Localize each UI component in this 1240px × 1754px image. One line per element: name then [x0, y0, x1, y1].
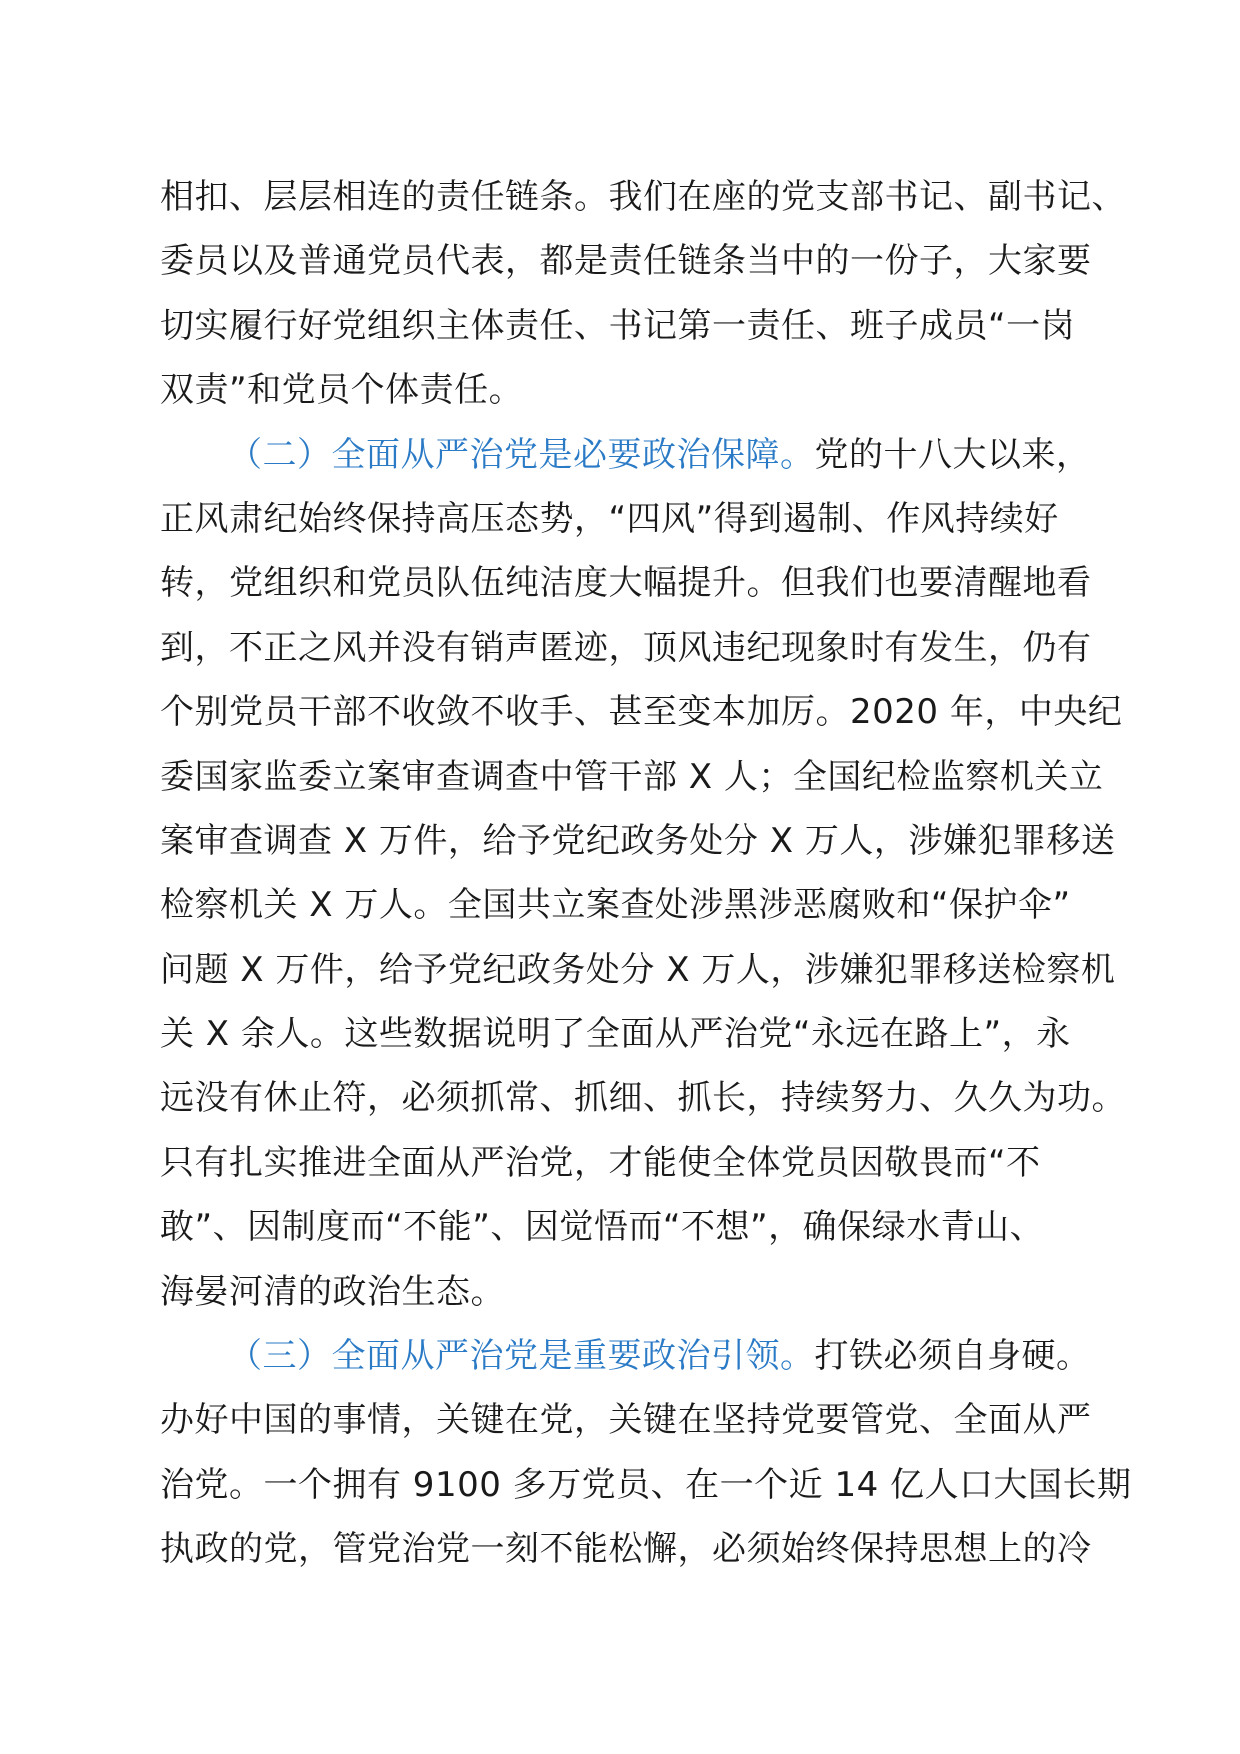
section-heading-3: （三）全面从严治党是重要政治引领。: [228, 1336, 815, 1377]
text-line: 到，不正之风并没有销声匿迹，顶风违纪现象时有发生，仍有: [160, 627, 1092, 668]
text-line: 远没有休止符，必须抓常、抓细、抓长，持续努力、久久为功。: [160, 1078, 1126, 1119]
text-line: 委员以及普通党员代表，都是责任链条当中的一份子，大家要: [160, 241, 1092, 282]
section-heading-2: （二）全面从严治党是必要政治保障。: [228, 434, 815, 475]
section-first-line: [160, 1324, 1100, 1388]
text-line: 治党。一个拥有 9100 多万党员、在一个近 14 亿人口大国长期: [160, 1464, 1132, 1505]
text-line: 海晏河清的政治生态。: [160, 1271, 505, 1312]
section-first-line: [160, 423, 1100, 487]
text-line: 问题 X 万件，给予党纪政务处分 X 万人，涉嫌犯罪移送检察机: [160, 949, 1116, 990]
text-line: 执政的党，管党治党一刻不能松懈，必须始终保持思想上的冷: [160, 1529, 1092, 1570]
text-line: 检察机关 X 万人。全国共立案查处涉黑涉恶腐败和“保护伞”: [160, 885, 1071, 926]
text-line: 关 X 余人。这些数据说明了全面从严治党“永远在路上”，永: [160, 1014, 1071, 1055]
text-line: 双责”和党员个体责任。: [160, 370, 524, 411]
text-line: 敢”、因制度而“不能”、因觉悟而“不想”，确保绿水青山、: [160, 1207, 1045, 1248]
text-line: 转，党组织和党员队伍纯洁度大幅提升。但我们也要清醒地看: [160, 563, 1092, 604]
body-text: [160, 165, 1132, 1582]
text-line: 办好中国的事情，关键在党，关键在坚持党要管党、全面从严: [160, 1400, 1092, 1441]
section-lead-text: 打铁必须自身硬。: [814, 1336, 1091, 1377]
text-line: 相扣、层层相连的责任链条。我们在座的党支部书记、副书记、: [160, 177, 1126, 217]
text-line: 切实履行好党组织主体责任、书记第一责任、班子成员“一岗: [160, 305, 1076, 346]
text-line: 正风肃纪始终保持高压态势，“四风”得到遏制、作风持续好: [160, 498, 1059, 539]
section-lead-text: 党的十八大以来，: [814, 434, 1091, 475]
text-line: 委国家监委立案审查调查中管干部 X 人；全国纪检监察机关立: [160, 756, 1104, 797]
text-line: 案审查调查 X 万件，给予党纪政务处分 X 万人，涉嫌犯罪移送: [160, 820, 1116, 861]
text-line: 只有扎实推进全面从严治党，才能使全体党员因敬畏而“不: [160, 1142, 1041, 1183]
text-line: 个别党员干部不收敛不收手、甚至变本加厉。2020 年，中央纪: [160, 692, 1123, 733]
